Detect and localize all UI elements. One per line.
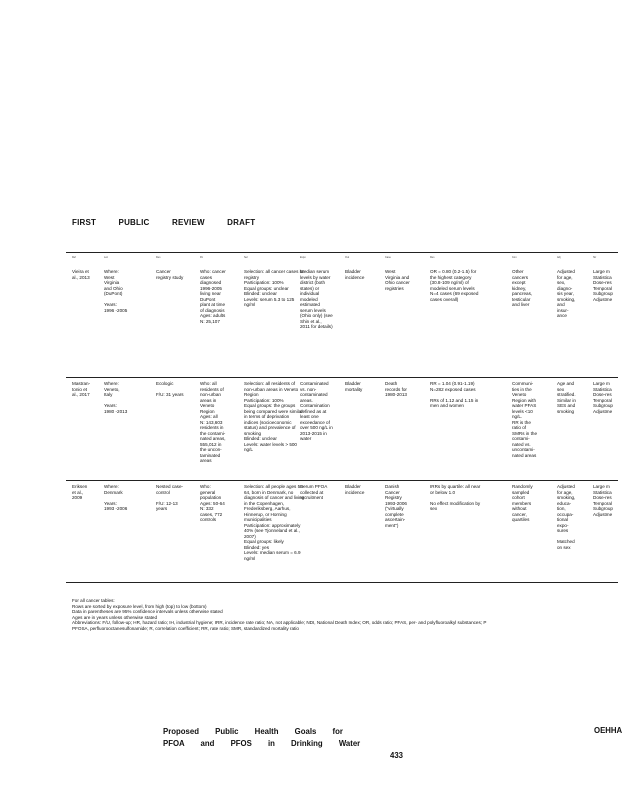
note-line: Rows are sorted by exposure level, from high (top) to low (bottom) — [72, 603, 207, 609]
cell-reference: Eriksen et al., 2009 — [72, 484, 88, 500]
page-number: 433 — [390, 751, 404, 760]
cell-population: Who: cancer cases diagnosed 1996-2005 living near DuPont plant at time of diagnosis Ages: adults N: 25,107 — [200, 269, 226, 324]
table-bottom-rule — [66, 582, 618, 583]
column-header: Adj — [557, 256, 561, 259]
cell-confounders: Communi- ties in the Veneto Region with water PFAS levels <10 ng/L. RR is the ratio of SMRs in the contami- nated vs. uncontami- nated areas — [512, 381, 538, 458]
cell-results: OR = 0.80 (0.2-1.5) for the highest category (30.8-109 ng/ml) of modeled serum levels N=4 cases (69 exposed cases overall) — [430, 269, 479, 302]
cell-adjusted: Adjusted for age, sex, diagno- sis year, smoking, and insur- ance — [557, 269, 576, 318]
cell-location: Where: Denmark Years: 1993 -2006 — [104, 484, 128, 511]
note-line: Abbreviations: F/U, follow-up; HR, hazard ratio; IH, industrial hygiene; IRR, incidence rate ratio; NA, not applicable; NDI, National Death Index; OR, odds ratio; PFAS, per- and polyfluoroalkyl substances; P — [72, 620, 487, 626]
cell-design: Ecologic F/U: 31 years — [156, 381, 184, 397]
cell-population: Who: general population Ages: 50-64 N: 332 cases, 772 controls — [200, 484, 225, 522]
table-notes — [72, 598, 618, 632]
cell-adjusted: Age and sex stratified. Similar in SES and smoking — [557, 381, 576, 414]
column-header: Case — [385, 256, 391, 259]
column-header: Ref — [72, 256, 76, 259]
draft-header — [72, 218, 275, 227]
cell-selection: Selection: all cancer cases in registry Participation: 100% Equal groups: unclear Blinded: unclear Levels: serum 5.3 to 125 ng/ml — [244, 269, 304, 307]
cell-design: Cancer registry study — [156, 269, 184, 280]
cell-results: RR = 1.04 (0.91-1.19) N=282 exposed cases RRs of 1.12 and 1.15 in men and women — [430, 381, 479, 408]
footer-title-line: PFOA and PFOS in Drinking Water — [163, 739, 361, 748]
cell-location: Where: West Virginia and Ohio (DuPont) Years: 1996 -2005 — [104, 269, 128, 313]
column-header: Expo — [300, 256, 306, 259]
column-header: Loc — [104, 256, 109, 259]
cell-results: IRRs by quartile: all near or below 1.0 No effect modification by sex — [430, 484, 481, 511]
cell-reference: Vieira et al., 2013 — [72, 269, 90, 280]
cell-strengths: Large m Statistica Dose-res Temporal Subgroup Adjustme — [593, 381, 613, 414]
cell-confounders: Other cancers except kidney, pancreas, testicular and liver — [512, 269, 533, 307]
note-line: PFOSA, perfluorooctanesulfonamide; R, correlation coefficient; RR, rate ratio; SMR, standardized mortality ratio — [72, 625, 299, 631]
cell-cases: Death records for 1980-2013 — [385, 381, 407, 397]
cell-cases: West Virginia and Ohio cancer registries — [385, 269, 410, 291]
cell-strengths: Large m Statistica Dose-res Temporal Subgroup Adjustme — [593, 269, 613, 302]
cell-exposure: Contaminated vs. non- contaminated areas. Contamination defined as at least one exceedance of over 500 ng/L in 2013-2015 in water — [300, 381, 333, 441]
cell-outcome: Bladder mortality — [345, 381, 363, 392]
note-line: Ages are in years unless otherwise stated — [72, 614, 158, 620]
cell-adjusted: Adjusted for age, smoking, educa- tion, occupa- tional expo- sures Matched on sex — [557, 484, 576, 550]
cell-location: Where: Veneto, Italy Years: 1980 -2013 — [104, 381, 128, 414]
cell-strengths: Large m Statistica Dose-res Temporal Subgroup Adjustme — [593, 484, 613, 517]
draft-word: FIRST — [72, 218, 97, 227]
cell-reference: Mastran- tonio et al., 2017 — [72, 381, 91, 397]
row-divider — [66, 480, 618, 481]
column-header: Con — [512, 256, 517, 259]
column-header: Str — [593, 256, 597, 259]
cell-selection: Selection: all people ages 50- 64, born in Denmark, no diagnosis of cancer and living in the Copenhagen, Frederiksberg, Aarhus, Hinnerup, or Horning municipalities Participation: approximately 40% (see Tjonneland et al., 2007) Equal groups: likely Blinded: yes Levels: median serum = 6.9 ng/ml — [244, 484, 305, 561]
column-header: Po — [200, 256, 204, 259]
column-header: Out — [345, 256, 350, 259]
cell-cases: Danish Cancer Registry 1993-2006 ("virtually complete ascertain- ment") — [385, 484, 407, 528]
cell-outcome: Bladder incidence — [345, 484, 365, 495]
row-divider — [66, 377, 618, 378]
cell-exposure: Median serum levels by water district (both states) or individual modeled estimated serum levels (Ohio only) (see Shin et al., 2011 for details) — [300, 269, 333, 329]
column-header: Des — [156, 256, 161, 259]
cell-design: Nested case- control F/U: 12-13 years — [156, 484, 184, 511]
draft-word: REVIEW — [171, 218, 205, 227]
table-top-rule — [66, 252, 618, 253]
column-header: Res — [430, 256, 435, 259]
footer-document-title — [163, 726, 360, 750]
footer-title-line: Proposed Public Health Goals for — [163, 727, 343, 736]
cell-exposure: Serum PFOA collected at recruitment — [300, 484, 328, 500]
note-line: Data in parentheses are 95% confidence intervals unless otherwise stated — [72, 609, 223, 615]
footer-organization: OEHHA — [594, 726, 622, 735]
cell-selection: Selection: all residents of non-urban areas in Veneto Region Participation: 100% Equal groups: the groups being compared were similar in terms of deprivation indices (socioeconomic status) and prevalence of smoking Blinded: unclear Levels: water levels > 500 ng/L — [244, 381, 303, 452]
note-line: For all cancer tables: — [72, 598, 115, 603]
cell-outcome: Bladder incidence — [345, 269, 365, 280]
cell-population: Who: all residents of non-urban areas in Veneto Region Ages: all N: 143,603 residents in the contami- nated areas, 555,012 in the uncon- taminated areas — [200, 381, 226, 463]
draft-word: PUBLIC — [118, 218, 150, 227]
cell-confounders: Randomly sampled cohort members without cancer, quartiles — [512, 484, 533, 522]
draft-word: DRAFT — [227, 218, 256, 227]
column-header: Sel — [244, 256, 248, 259]
